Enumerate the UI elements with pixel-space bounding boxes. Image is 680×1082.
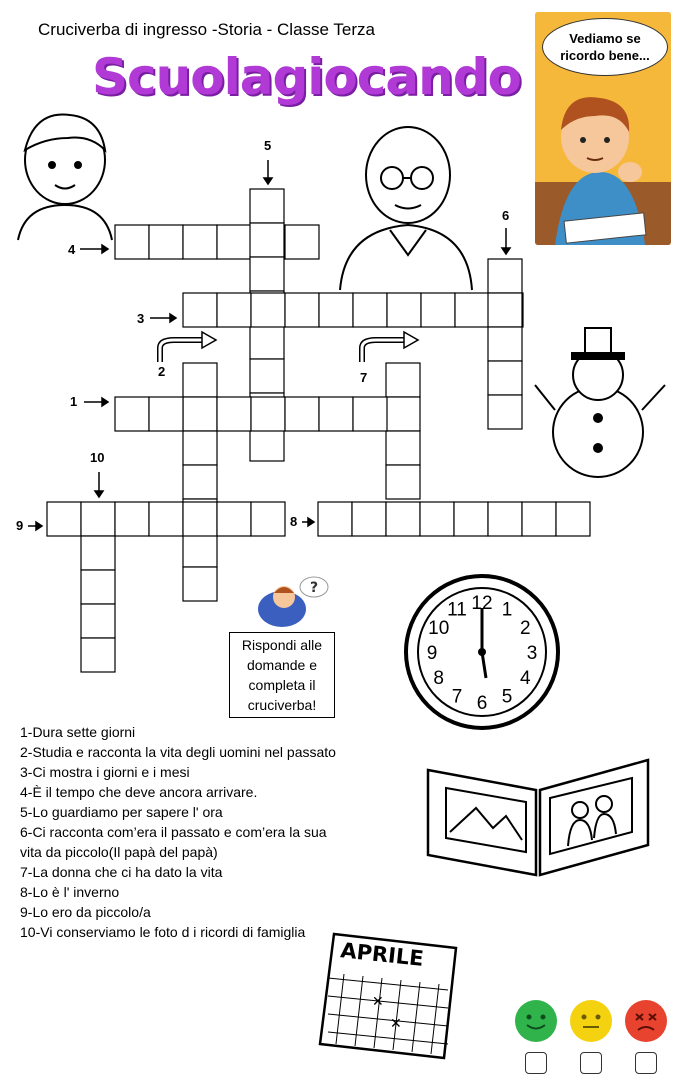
grandfather-icon [340, 127, 472, 290]
crossword-cell[interactable] [250, 325, 284, 359]
clock-number: 9 [426, 643, 438, 664]
clue-number: 8 [290, 514, 298, 529]
crossword-cell[interactable] [217, 502, 251, 536]
clue-list [20, 722, 350, 942]
thought-line-2: ricordo bene... [560, 48, 650, 63]
crossword-cell[interactable] [454, 502, 488, 536]
crossword-cell[interactable] [285, 293, 319, 327]
crossword-cell[interactable] [149, 502, 183, 536]
clue-number: 7 [360, 370, 368, 385]
crossword-cell[interactable] [386, 465, 420, 499]
crossword-cell[interactable] [386, 397, 420, 431]
clock-number: 4 [520, 668, 531, 689]
clue-item: 9-Lo ero da piccolo/a [20, 904, 151, 920]
checkbox-happy[interactable] [525, 1052, 547, 1074]
svg-text:?: ? [310, 580, 319, 596]
crossword-cell[interactable] [183, 533, 217, 567]
crossword-cell[interactable] [115, 225, 149, 259]
calendar-icon [316, 928, 466, 1063]
crossword-cell[interactable] [420, 502, 454, 536]
clue-item: 10-Vi conserviamo le foto d i ricordi di famiglia [20, 924, 306, 940]
instructions-box [229, 632, 335, 718]
crossword-cell[interactable] [488, 259, 522, 293]
crossword-cell[interactable] [387, 293, 421, 327]
crossword-cell[interactable] [318, 502, 352, 536]
clue-number: 3 [137, 311, 145, 326]
crossword-cell[interactable] [251, 293, 285, 327]
clue-item: 7-La donna che ci ha dato la vita [20, 864, 223, 880]
clue-number: 10 [90, 450, 105, 465]
curved-arrow [362, 340, 406, 362]
crossword-cell[interactable] [47, 502, 81, 536]
crossword-cell[interactable] [488, 327, 522, 361]
crossword-cell[interactable] [183, 397, 217, 431]
crossword-cell[interactable] [81, 604, 115, 638]
clock-number: 11 [447, 599, 467, 621]
crossword-cell[interactable] [319, 397, 353, 431]
crossword-cell[interactable] [251, 502, 285, 536]
crossword-cell[interactable] [386, 363, 420, 397]
crossword-cell[interactable] [386, 431, 420, 465]
clue-item: 3-Ci mostra i giorni e i mesi [20, 764, 190, 780]
crossword-cell[interactable] [250, 427, 284, 461]
crossword-cell[interactable] [250, 257, 284, 291]
crossword-cell[interactable] [217, 397, 251, 431]
crossword-cell[interactable] [353, 397, 387, 431]
crossword-cell[interactable] [455, 293, 489, 327]
clue-number: 5 [264, 138, 272, 153]
clock-number: 7 [451, 686, 463, 708]
instruction-line-3: completa il [248, 677, 316, 693]
happy-face-icon[interactable] [514, 999, 558, 1043]
clue-number: 1 [70, 394, 78, 409]
clock-number: 2 [520, 618, 531, 639]
photo-album-icon [418, 740, 658, 880]
crossword-cell[interactable] [251, 397, 285, 431]
clock-number: 5 [501, 686, 513, 708]
clue-number: 9 [16, 518, 24, 533]
crossword-cell[interactable] [183, 363, 217, 397]
svg-text:✕: ✕ [372, 994, 384, 1010]
instruction-line-4: cruciverba! [247, 697, 317, 713]
checkbox-neutral[interactable] [580, 1052, 602, 1074]
clue-item: 4-È il tempo che deve ancora arrivare. [20, 784, 258, 800]
checkbox-sad[interactable] [635, 1052, 657, 1074]
crossword-cell[interactable] [250, 359, 284, 393]
clue-item: 1-Dura sette giorni [20, 724, 136, 740]
clue-number: 6 [502, 208, 510, 223]
clock-number: 6 [476, 693, 488, 714]
crossword-cell[interactable] [488, 502, 522, 536]
crossword-cell[interactable] [421, 293, 455, 327]
crossword-cell[interactable] [149, 225, 183, 259]
crossword-cell[interactable] [115, 502, 149, 536]
crossword-cell[interactable] [149, 397, 183, 431]
sad-face-icon[interactable] [624, 999, 668, 1043]
clock-number: 1 [501, 599, 513, 621]
snowman-icon [535, 328, 665, 477]
instruction-line-2: domande e [246, 657, 318, 673]
crossword-cell[interactable] [183, 293, 217, 327]
clue-number: 2 [158, 364, 166, 379]
crossword-cell[interactable] [522, 502, 556, 536]
crossword-cell[interactable] [81, 638, 115, 672]
crossword-cell[interactable] [488, 395, 522, 429]
small-thinker-illustration [256, 575, 336, 627]
crossword-cell[interactable] [353, 293, 387, 327]
calendar-month: APRILE [339, 938, 425, 971]
crossword-cell[interactable] [81, 570, 115, 604]
thought-line-1: Vediamo se [569, 31, 641, 46]
crossword-cell[interactable] [250, 223, 284, 257]
crossword-cell[interactable] [285, 225, 319, 259]
crossword-cell[interactable] [352, 502, 386, 536]
instruction-line-1: Rispondi alle [241, 637, 323, 653]
clock-number: 10 [428, 618, 450, 639]
boy-face-icon [18, 114, 112, 240]
clue-item: 2-Studia e racconta la vita degli uomini nel passato [20, 744, 336, 760]
crossword-cell[interactable] [81, 502, 115, 536]
crossword-cell[interactable] [386, 502, 420, 536]
crossword-cell[interactable] [183, 567, 217, 601]
clue-item: 8-Lo è l' inverno [20, 884, 120, 900]
svg-text:✕: ✕ [390, 1016, 402, 1032]
curved-arrow [160, 340, 204, 362]
clock-number: 3 [526, 643, 538, 664]
clue-item: 5-Lo guardiamo per sapere l' ora [20, 804, 223, 820]
crossword-cell[interactable] [217, 225, 251, 259]
crossword-cell[interactable] [250, 189, 284, 223]
clock-number: 8 [433, 668, 444, 689]
neutral-face-icon[interactable] [569, 999, 613, 1043]
clock-icon [402, 572, 562, 732]
crossword-cell[interactable] [488, 361, 522, 395]
crossword-cell[interactable] [183, 431, 217, 465]
brand-logo: Scuolagiocando [92, 48, 521, 106]
crossword-cell[interactable] [115, 397, 149, 431]
crossword-cell[interactable] [556, 502, 590, 536]
crossword-cell[interactable] [183, 465, 217, 499]
crossword-cell[interactable] [217, 293, 251, 327]
crossword-cell[interactable] [81, 536, 115, 570]
page-title: Cruciverba di ingresso -Storia - Classe Terza [38, 20, 375, 39]
crossword-cell[interactable] [319, 293, 353, 327]
crossword-cell[interactable] [183, 502, 217, 536]
crossword-cell[interactable] [183, 225, 217, 259]
clue-item: 6-Ci racconta com’era il passato e com’era la sua vita da piccolo(Il papà del papà) [20, 824, 327, 860]
clue-number: 4 [68, 242, 76, 257]
question-thinker-icon [256, 575, 336, 627]
crossword-cell[interactable] [488, 293, 522, 327]
crossword-cell[interactable] [285, 397, 319, 431]
clock-number: 12 [471, 593, 493, 614]
